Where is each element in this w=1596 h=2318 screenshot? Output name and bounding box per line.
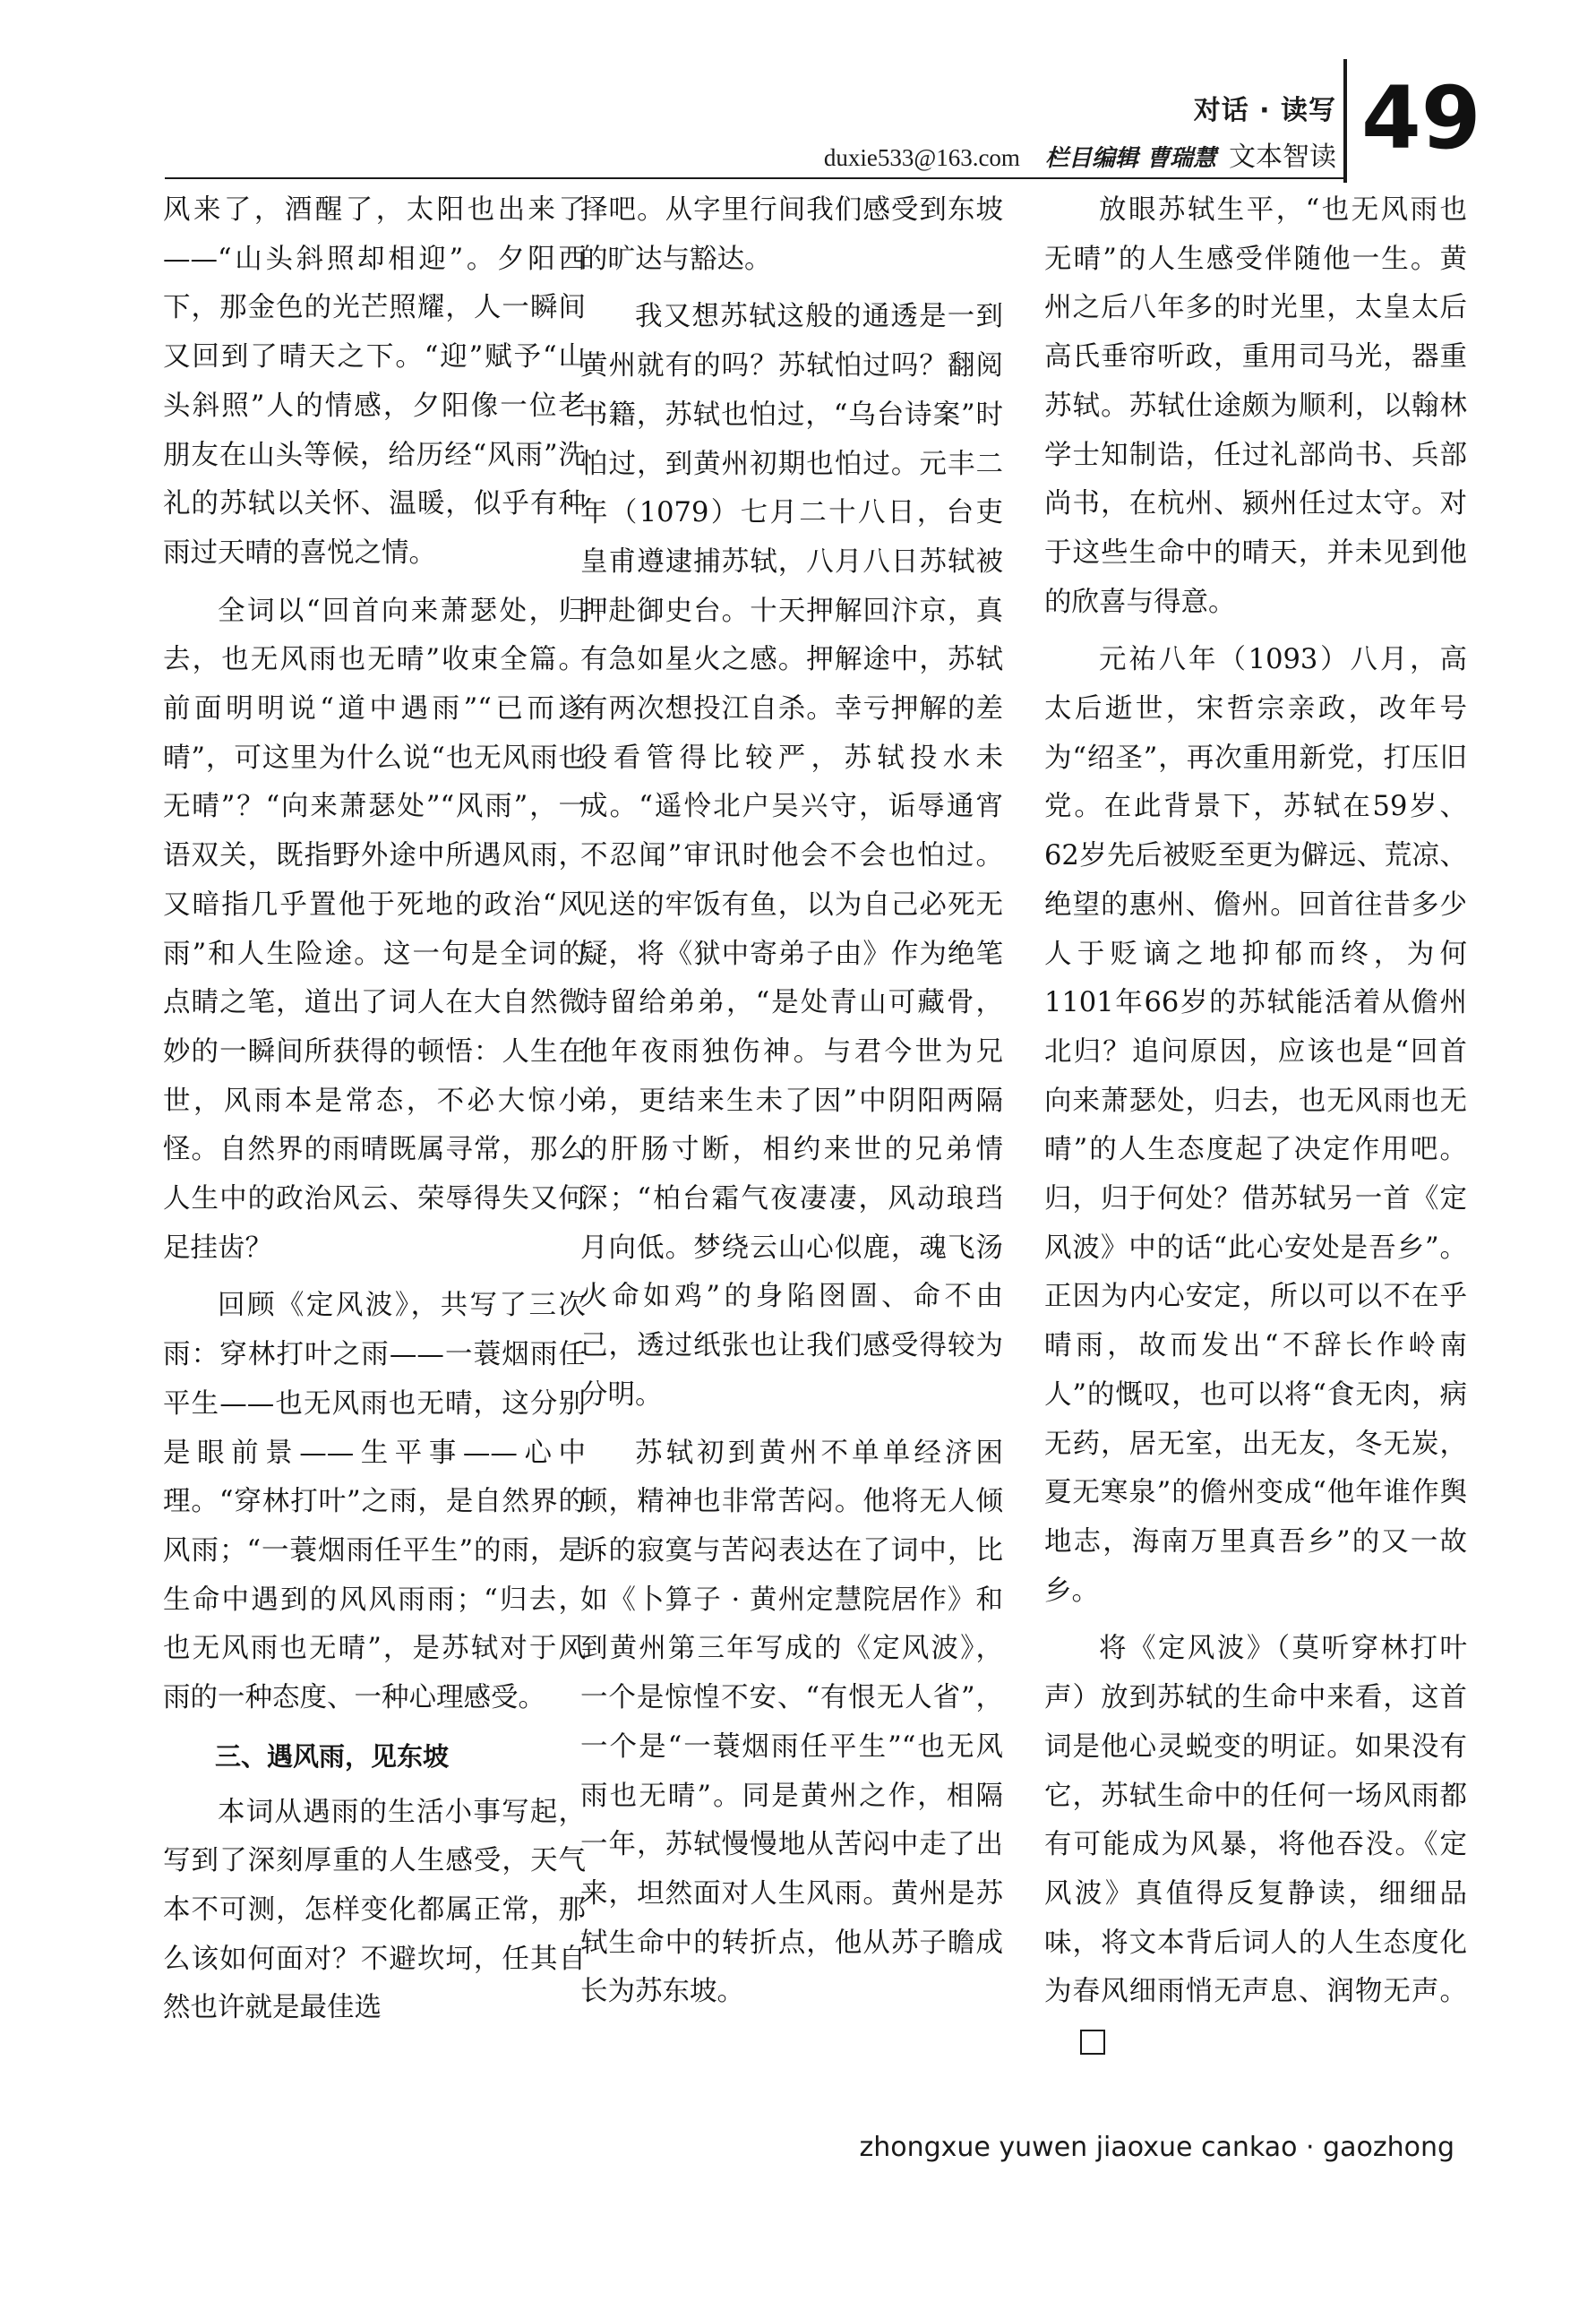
paragraph: 苏轼初到黄州不单单经济困顿，精神也非常苦闷。他将无人倾诉的寂寞与苦闷表达在了词中，比如《卜算子 · 黄州定慧院居作》和到黄州第三年写成的《定风波》，一个是惊惶不安、“有恨无人省”，一个是“一蓑烟雨任平生”“也无风雨也无晴”。同是黄州之作，相隔一年，苏轼慢慢地从苦闷中走了出来，坦然面对人生风雨。黄州是苏轼生命中的转折点，他从苏子瞻成长为苏东坡。 <box>580 1437 1003 2008</box>
text-column-3 <box>1044 186 1467 2075</box>
section-label: 对话 · 读写 <box>1193 95 1336 126</box>
header-rule <box>165 177 1345 179</box>
header-divider <box>1343 59 1347 183</box>
column-editor: 栏目编辑 曹瑞慧 <box>1044 145 1216 172</box>
section-heading: 三、遇风雨，见东坡 <box>215 1740 450 1772</box>
text-column-2 <box>580 186 1003 2026</box>
paragraph: 本词从遇雨的生活小事写起，写到了深刻厚重的人生感受，天气本不可测，怎样变化都属正常，那么该如何面对？不避坎坷，任其自然也许就是最佳选 <box>163 1796 586 2024</box>
paragraph: 我又想苏轼这般的通透是一到黄州就有的吗？苏轼怕过吗？翻阅书籍，苏轼也怕过，“乌台诗案”时怕过，到黄州初期也怕过。元丰二年（1079）七月二十八日，台吏皇甫遵逮捕苏轼，八月八日苏轼被押赴御史台。十天押解回汴京，真有急如星火之感。押解途中，苏轼有两次想投江自杀。幸亏押解的差役看管得比较严，苏轼投水未成。“遥怜北户吴兴守，诟辱通宵不忍闻”审讯时他会不会也怕过。见送的牢饭有鱼，以为自己必死无疑，将《狱中寄弟子由》作为绝笔诗留给弟弟，“是处青山可藏骨，他年夜雨独伤神。与君今世为兄弟，更结来生未了因”中阴阳两隔的肝肠寸断，相约来世的兄弟情深；“柏台霜气夜凄凄，风动琅珰月向低。梦绕云山心似鹿，魂飞汤火命如鸡”的身陷囹圄、命不由己，透过纸张也让我们感受得较为分明。 <box>580 301 1003 1411</box>
paragraph: 择吧。从字里行间我们感受到东坡的旷达与豁达。 <box>580 194 1003 275</box>
paragraph: 风来了，酒醒了，太阳也出来了——“山头斜照却相迎”。夕阳西下，那金色的光芒照耀，人一瞬间又回到了晴天之下。“迎”赋予“山头斜照”人的情感，夕阳像一位老朋友在山头等候，给历经“风雨”洗礼的苏轼以关怀、温暖，似乎有种雨过天晴的喜悦之情。 <box>163 194 586 569</box>
text-column-1 <box>163 186 586 2042</box>
column-name: 文本智读 <box>1229 142 1336 173</box>
contact-email: duxie533@163.com <box>823 144 1020 171</box>
paragraph <box>1044 1625 1467 2065</box>
paragraph-text: 将《定风波》（莫听穿林打叶声）放到苏轼的生命中来看，这首词是他心灵蜕变的明证。如果没有它，苏轼生命中的任何一场风雨都有可能成为风暴，将他吞没。《定风波》真值得反复静读，细细品味，将文本背后词人的人生态度化为春风细雨悄无声息、润物无声。 <box>1044 1633 1467 2008</box>
end-of-article-icon <box>1080 2030 1105 2055</box>
paragraph: 放眼苏轼生平，“也无风雨也无晴”的人生感受伴随他一生。黄州之后八年多的时光里，太皇太后高氏垂帘听政，重用司马光，器重苏轼。苏轼仕途颇为顺利，以翰林学士知制诰，任过礼部尚书、兵部尚书，在杭州、颍州任过太守。对于这些生命中的晴天，并未见到他的欣喜与得意。 <box>1044 194 1467 618</box>
page-number: 49 <box>1361 68 1481 168</box>
header-info <box>824 134 1336 174</box>
paragraph: 回顾《定风波》，共写了三次雨：穿林打叶之雨——一蓑烟雨任平生——也无风雨也无晴，这分别是眼前景——生平事——心中理。“穿林打叶”之雨，是自然界的风雨；“一蓑烟雨任平生”的雨，是生命中遇到的风风雨雨；“归去，也无风雨也无晴”，是苏轼对于风雨的一种态度、一种心理感受。 <box>163 1290 586 1714</box>
footer-journal-name: zhongxue yuwen jiaoxue cankao · gaozhong <box>859 2132 1454 2163</box>
paragraph: 元祐八年（1093）八月，高太后逝世，宋哲宗亲政，改年号为“绍圣”，再次重用新党，打压旧党。在此背景下，苏轼在59岁、62岁先后被贬至更为僻远、荒凉、绝望的惠州、儋州。回首往昔多少人于贬谪之地抑郁而终，为何1101年66岁的苏轼能活着从儋州北归？追问原因，应该也是“回首向来萧瑟处，归去，也无风雨也无晴”的人生态度起了决定作用吧。归，归于何处？借苏轼另一首《定风波》中的话“此心安处是吾乡”。正因为内心安定，所以可以不在乎晴雨，故而发出“不辞长作岭南人”的慨叹，也可以将“食无肉，病无药，居无室，出无友，冬无炭，夏无寒泉”的儋州变成“他年谁作舆地志，海南万里真吾乡”的又一故乡。 <box>1044 644 1467 1607</box>
paragraph: 全词以“回首向来萧瑟处，归去，也无风雨也无晴”收束全篇。前面明明说“道中遇雨”“已而遂晴”，可这里为什么说“也无风雨也无晴”？“向来萧瑟处”“风雨”，一语双关，既指野外途中所遇风雨，又暗指几乎置他于死地的政治“风雨”和人生险途。这一句是全词的点睛之笔，道出了词人在大自然微妙的一瞬间所获得的顿悟：人生在世，风雨本是常态，不必大惊小怪。自然界的雨晴既属寻常，那么人生中的政治风云、荣辱得失又何足挂齿？ <box>163 595 586 1264</box>
